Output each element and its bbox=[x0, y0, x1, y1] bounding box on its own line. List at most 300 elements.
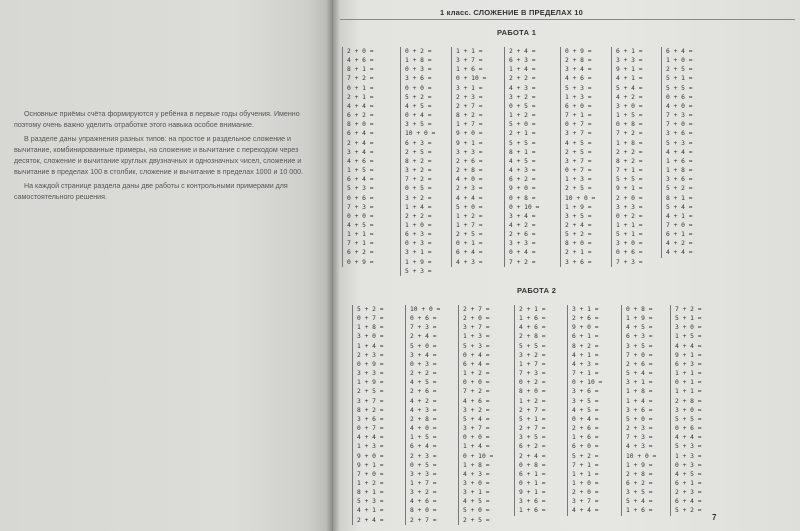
exercise-item: 1 + 6 = bbox=[572, 434, 599, 442]
exercise-item: 0 + 6 = bbox=[675, 425, 702, 433]
exercise-item: 3 + 2 = bbox=[463, 406, 490, 414]
exercise-item: 4 + 5 = bbox=[572, 406, 599, 414]
exercise-item: 2 + 7 = bbox=[463, 306, 490, 313]
work2-column-5 bbox=[567, 305, 602, 516]
exercise-item: 2 + 7 = bbox=[519, 406, 546, 414]
exercise-item: 7 + 1 = bbox=[572, 461, 599, 469]
exercise-item: 3 + 6 = bbox=[405, 75, 432, 83]
exercise-item: 2 + 2 = bbox=[405, 212, 432, 220]
exercise-item: 6 + 1 = bbox=[675, 479, 702, 487]
exercise-item: 4 + 6 = bbox=[347, 57, 374, 65]
exercise-item: 6 + 3 = bbox=[675, 360, 702, 368]
exercise-item: 8 + 0 = bbox=[519, 388, 546, 396]
exercise-item: 3 + 1 = bbox=[405, 249, 432, 257]
exercise-item: 4 + 5 = bbox=[675, 470, 702, 478]
exercise-item: 1 + 6 = bbox=[456, 66, 483, 74]
exercise-item: 0 + 3 = bbox=[405, 66, 432, 74]
exercise-item: 7 + 3 = bbox=[410, 324, 437, 332]
exercise-item: 7 + 1 = bbox=[572, 370, 599, 378]
exercise-item: 1 + 9 = bbox=[357, 379, 384, 387]
exercise-item: 8 + 0 = bbox=[347, 121, 374, 129]
exercise-item: 3 + 1 = bbox=[456, 84, 483, 92]
exercise-item: 0 + 9 = bbox=[357, 360, 384, 368]
exercise-item: 7 + 3 = bbox=[666, 112, 693, 120]
exercise-item: 4 + 6 = bbox=[565, 75, 592, 83]
exercise-item: 6 + 4 = bbox=[456, 249, 483, 257]
exercise-item: 0 + 6 = bbox=[616, 249, 643, 257]
exercise-item: 2 + 6 = bbox=[572, 315, 599, 323]
exercise-item: 1 + 2 = bbox=[357, 479, 384, 487]
exercise-item: 3 + 0 = bbox=[675, 324, 702, 332]
exercise-item: 1 + 5 = bbox=[616, 112, 643, 120]
exercise-item: 3 + 7 = bbox=[456, 57, 483, 65]
exercise-item: 0 + 9 = bbox=[347, 258, 374, 266]
exercise-item: 5 + 5 = bbox=[616, 176, 643, 184]
exercise-item: 2 + 2 = bbox=[509, 75, 536, 83]
exercise-item: 4 + 3 = bbox=[456, 258, 483, 266]
exercise-item: 2 + 3 = bbox=[675, 489, 702, 497]
exercise-item: 6 + 2 = bbox=[626, 479, 653, 487]
exercise-item: 7 + 0 = bbox=[666, 221, 693, 229]
exercise-item: 4 + 3 = bbox=[410, 406, 437, 414]
exercise-item: 7 + 1 = bbox=[616, 167, 643, 175]
exercise-item: 7 + 0 = bbox=[666, 121, 693, 129]
exercise-item: 2 + 7 = bbox=[456, 102, 483, 110]
exercise-item: 5 + 1 = bbox=[675, 315, 702, 323]
exercise-item: 1 + 8 = bbox=[463, 461, 490, 469]
exercise-item: 5 + 0 = bbox=[509, 121, 536, 129]
exercise-item: 5 + 2 = bbox=[565, 231, 592, 239]
exercise-item: 3 + 0 = bbox=[463, 479, 490, 487]
exercise-item: 1 + 4 = bbox=[626, 397, 653, 405]
exercise-item: 7 + 2 = bbox=[405, 176, 432, 184]
exercise-item: 2 + 4 = bbox=[565, 221, 592, 229]
exercise-item: 0 + 1 = bbox=[519, 479, 546, 487]
work1-title: РАБОТА 1 bbox=[497, 28, 537, 37]
exercise-item: 8 + 1 = bbox=[509, 148, 536, 156]
exercise-item: 5 + 5 = bbox=[675, 415, 702, 423]
exercise-item: 3 + 3 = bbox=[616, 203, 643, 211]
exercise-item: 10 + 0 = bbox=[565, 194, 596, 202]
exercise-item: 0 + 1 = bbox=[456, 240, 483, 248]
exercise-item: 6 + 1 = bbox=[519, 470, 546, 478]
exercise-item: 5 + 2 = bbox=[666, 185, 693, 193]
exercise-item: 9 + 0 = bbox=[509, 185, 536, 193]
exercise-item: 3 + 2 = bbox=[405, 194, 432, 202]
exercise-item: 2 + 2 = bbox=[616, 148, 643, 156]
exercise-item: 3 + 4 = bbox=[509, 212, 536, 220]
exercise-item: 1 + 3 = bbox=[565, 176, 592, 184]
exercise-item: 6 + 3 = bbox=[405, 139, 432, 147]
exercise-item: 1 + 6 = bbox=[626, 507, 653, 515]
exercise-item: 5 + 0 = bbox=[463, 507, 490, 515]
exercise-item: 3 + 0 = bbox=[675, 406, 702, 414]
exercise-item: 2 + 2 = bbox=[410, 370, 437, 378]
exercise-item: 1 + 9 = bbox=[405, 258, 432, 266]
work2-column-3 bbox=[458, 305, 493, 525]
exercise-item: 5 + 4 = bbox=[666, 203, 693, 211]
exercise-item: 2 + 5 = bbox=[565, 185, 592, 193]
exercise-item: 10 + 0 = bbox=[410, 306, 441, 313]
exercise-item: 1 + 9 = bbox=[565, 203, 592, 211]
intro-paragraph-1: Основные приёмы счёта формируются у ребёнка в первые годы обучения. Именно поэтому очень важно уделить отработке этого навыка особое внимание. bbox=[14, 110, 300, 129]
exercise-item: 2 + 0 = bbox=[616, 194, 643, 202]
exercise-item: 4 + 0 = bbox=[666, 102, 693, 110]
exercise-item: 2 + 3 = bbox=[456, 185, 483, 193]
exercise-item: 8 + 2 = bbox=[405, 157, 432, 165]
exercise-item: 0 + 6 = bbox=[666, 93, 693, 101]
exercise-item: 5 + 2 = bbox=[357, 306, 384, 313]
exercise-item: 1 + 8 = bbox=[357, 324, 384, 332]
exercise-item: 3 + 5 = bbox=[626, 342, 653, 350]
exercise-item: 2 + 4 = bbox=[347, 139, 374, 147]
exercise-item: 4 + 3 = bbox=[509, 167, 536, 175]
exercise-item: 8 + 1 = bbox=[347, 66, 374, 74]
exercise-item: 9 + 0 = bbox=[357, 452, 384, 460]
page-number: 7 bbox=[712, 513, 717, 522]
exercise-item: 1 + 6 = bbox=[519, 315, 546, 323]
exercise-item: 1 + 3 = bbox=[675, 452, 702, 460]
exercise-item: 1 + 2 = bbox=[456, 212, 483, 220]
exercise-item: 2 + 1 = bbox=[347, 93, 374, 101]
exercise-item: 1 + 8 = bbox=[405, 57, 432, 65]
exercise-item: 4 + 3 = bbox=[463, 470, 490, 478]
exercise-item: 0 + 7 = bbox=[565, 121, 592, 129]
exercise-item: 0 + 3 = bbox=[410, 360, 437, 368]
exercise-item: 4 + 3 = bbox=[509, 84, 536, 92]
exercise-item: 8 + 2 = bbox=[357, 406, 384, 414]
exercise-item: 9 + 1 = bbox=[616, 185, 643, 193]
exercise-item: 1 + 5 = bbox=[347, 167, 374, 175]
exercise-item: 2 + 8 = bbox=[675, 397, 702, 405]
exercise-item: 7 + 2 = bbox=[616, 130, 643, 138]
exercise-item: 1 + 1 = bbox=[616, 221, 643, 229]
exercise-item: 0 + 0 = bbox=[463, 434, 490, 442]
exercise-item: 2 + 6 = bbox=[410, 388, 437, 396]
work1-column-6 bbox=[611, 47, 643, 267]
exercise-item: 2 + 4 = bbox=[357, 516, 384, 524]
work2-column-1 bbox=[352, 305, 384, 525]
intro-paragraph-3: На каждой странице раздела даны две работы с контрольными примерами для самостоятельного решения. bbox=[14, 182, 288, 201]
exercise-item: 2 + 3 = bbox=[456, 93, 483, 101]
exercise-item: 5 + 3 = bbox=[347, 185, 374, 193]
exercise-item: 1 + 1 = bbox=[675, 388, 702, 396]
exercise-item: 1 + 3 = bbox=[463, 333, 490, 341]
exercise-item: 3 + 0 = bbox=[616, 102, 643, 110]
exercise-item: 7 + 3 = bbox=[616, 258, 643, 266]
exercise-item: 9 + 1 = bbox=[616, 66, 643, 74]
exercise-item: 2 + 3 = bbox=[410, 452, 437, 460]
exercise-item: 5 + 3 = bbox=[675, 443, 702, 451]
exercise-item: 2 + 7 = bbox=[410, 516, 437, 524]
exercise-item: 5 + 3 = bbox=[666, 139, 693, 147]
exercise-item: 6 + 1 = bbox=[616, 48, 643, 55]
exercise-item: 3 + 0 = bbox=[616, 240, 643, 248]
exercise-item: 4 + 1 = bbox=[616, 75, 643, 83]
exercise-item: 5 + 3 = bbox=[357, 498, 384, 506]
exercise-item: 0 + 3 = bbox=[675, 461, 702, 469]
exercise-item: 6 + 4 = bbox=[347, 130, 374, 138]
exercise-item: 3 + 3 = bbox=[357, 370, 384, 378]
exercise-item: 1 + 6 = bbox=[666, 157, 693, 165]
exercise-item: 0 + 5 = bbox=[405, 185, 432, 193]
exercise-item: 1 + 4 = bbox=[509, 66, 536, 74]
work2-column-7 bbox=[670, 305, 702, 516]
exercise-item: 2 + 6 = bbox=[572, 425, 599, 433]
exercise-item: 7 + 0 = bbox=[357, 470, 384, 478]
exercise-item: 3 + 6 = bbox=[666, 176, 693, 184]
exercise-item: 0 + 0 = bbox=[347, 212, 374, 220]
exercise-item: 2 + 8 = bbox=[519, 333, 546, 341]
exercise-item: 3 + 5 = bbox=[405, 121, 432, 129]
exercise-item: 1 + 7 = bbox=[519, 360, 546, 368]
exercise-item: 3 + 4 = bbox=[410, 351, 437, 359]
exercise-item: 3 + 4 = bbox=[565, 66, 592, 74]
exercise-item: 0 + 0 = bbox=[405, 84, 432, 92]
exercise-item: 1 + 0 = bbox=[405, 221, 432, 229]
exercise-item: 4 + 2 = bbox=[616, 93, 643, 101]
exercise-item: 2 + 5 = bbox=[463, 516, 490, 524]
exercise-item: 3 + 6 = bbox=[626, 406, 653, 414]
exercise-item: 2 + 4 = bbox=[509, 48, 536, 55]
exercise-item: 8 + 0 = bbox=[565, 240, 592, 248]
exercise-item: 7 + 1 = bbox=[347, 240, 374, 248]
exercise-item: 1 + 1 = bbox=[347, 231, 374, 239]
exercise-item: 2 + 5 = bbox=[666, 66, 693, 74]
exercise-item: 9 + 0 = bbox=[456, 130, 483, 138]
exercise-item: 3 + 5 = bbox=[519, 434, 546, 442]
exercise-item: 7 + 3 = bbox=[519, 370, 546, 378]
exercise-item: 5 + 4 = bbox=[626, 498, 653, 506]
exercise-item: 6 + 2 = bbox=[347, 112, 374, 120]
exercise-item: 5 + 0 = bbox=[456, 203, 483, 211]
exercise-item: 4 + 5 = bbox=[410, 379, 437, 387]
exercise-item: 1 + 8 = bbox=[666, 167, 693, 175]
exercise-item: 5 + 5 = bbox=[509, 139, 536, 147]
exercise-item: 3 + 5 = bbox=[565, 212, 592, 220]
exercise-item: 4 + 2 = bbox=[509, 221, 536, 229]
exercise-item: 3 + 3 = bbox=[509, 240, 536, 248]
exercise-item: 6 + 2 = bbox=[519, 443, 546, 451]
exercise-item: 7 + 2 = bbox=[347, 75, 374, 83]
exercise-item: 4 + 3 = bbox=[626, 443, 653, 451]
work2-title: РАБОТА 2 bbox=[517, 286, 557, 295]
exercise-item: 4 + 4 = bbox=[666, 148, 693, 156]
exercise-item: 3 + 7 = bbox=[463, 425, 490, 433]
exercise-item: 1 + 8 = bbox=[626, 388, 653, 396]
exercise-item: 2 + 4 = bbox=[410, 333, 437, 341]
exercise-item: 7 + 2 = bbox=[509, 258, 536, 266]
exercise-item: 1 + 7 = bbox=[456, 221, 483, 229]
exercise-item: 4 + 0 = bbox=[456, 176, 483, 184]
exercise-item: 4 + 4 = bbox=[456, 194, 483, 202]
exercise-item: 1 + 1 = bbox=[675, 370, 702, 378]
exercise-item: 0 + 8 = bbox=[519, 461, 546, 469]
exercise-item: 0 + 4 = bbox=[509, 249, 536, 257]
exercise-item: 5 + 2 = bbox=[675, 507, 702, 515]
exercise-item: 1 + 8 = bbox=[616, 139, 643, 147]
exercise-item: 3 + 7 = bbox=[572, 498, 599, 506]
exercise-item: 4 + 5 = bbox=[347, 221, 374, 229]
exercise-item: 0 + 3 = bbox=[405, 240, 432, 248]
exercise-item: 2 + 8 = bbox=[626, 470, 653, 478]
exercise-item: 5 + 1 = bbox=[519, 415, 546, 423]
exercise-item: 4 + 5 = bbox=[405, 102, 432, 110]
exercise-item: 4 + 1 = bbox=[357, 507, 384, 515]
exercise-item: 4 + 4 = bbox=[572, 507, 599, 515]
exercise-item: 0 + 4 = bbox=[463, 351, 490, 359]
work2-column-2 bbox=[405, 305, 440, 525]
work1-column-5 bbox=[560, 47, 595, 267]
exercise-item: 3 + 1 = bbox=[626, 379, 653, 387]
exercise-item: 6 + 3 = bbox=[405, 231, 432, 239]
exercise-item: 0 + 10 = bbox=[572, 379, 603, 387]
exercise-item: 1 + 2 = bbox=[519, 397, 546, 405]
exercise-item: 4 + 4 = bbox=[675, 342, 702, 350]
exercise-item: 5 + 4 = bbox=[626, 370, 653, 378]
exercise-item: 4 + 0 = bbox=[410, 425, 437, 433]
exercise-item: 5 + 0 = bbox=[626, 415, 653, 423]
exercise-item: 3 + 0 = bbox=[357, 333, 384, 341]
exercise-item: 3 + 7 = bbox=[565, 130, 592, 138]
exercise-item: 1 + 3 = bbox=[357, 443, 384, 451]
exercise-item: 2 + 1 = bbox=[509, 130, 536, 138]
header-divider bbox=[340, 19, 795, 20]
page-header: 1 класс. СЛОЖЕНИЕ В ПРЕДЕЛАХ 10 bbox=[440, 8, 583, 17]
exercise-item: 3 + 1 = bbox=[572, 306, 599, 313]
work1-column-2 bbox=[400, 47, 435, 276]
exercise-item: 0 + 10 = bbox=[456, 75, 487, 83]
exercise-item: 7 + 3 = bbox=[347, 203, 374, 211]
exercise-item: 5 + 1 = bbox=[666, 75, 693, 83]
exercise-item: 5 + 3 = bbox=[405, 267, 432, 275]
intro-text bbox=[14, 109, 326, 206]
exercise-item: 8 + 1 = bbox=[357, 489, 384, 497]
exercise-item: 4 + 1 = bbox=[572, 351, 599, 359]
exercise-item: 7 + 1 = bbox=[565, 112, 592, 120]
exercise-item: 1 + 7 = bbox=[456, 121, 483, 129]
intro-paragraph-2: В разделе даны упражнения разных типов: на простое и раздельное сложение и вычитание, комбинированные примеры, на сложение и вычитание с переходом через десяток, сложение и вычитание круглых двузначных и однозначных чисел, сложение и вычитание в пределах 100 в столбик, сложение и вычитание в пределах 1000 и 10 000. bbox=[14, 135, 304, 176]
exercise-item: 6 + 4 = bbox=[666, 48, 693, 55]
exercise-item: 5 + 4 = bbox=[616, 84, 643, 92]
exercise-item: 4 + 4 = bbox=[666, 249, 693, 257]
exercise-item: 9 + 1 = bbox=[357, 461, 384, 469]
exercise-item: 4 + 4 = bbox=[357, 434, 384, 442]
exercise-item: 0 + 6 = bbox=[347, 194, 374, 202]
work1-column-4 bbox=[504, 47, 539, 267]
work1-column-3 bbox=[451, 47, 486, 267]
exercise-item: 4 + 2 = bbox=[410, 397, 437, 405]
exercise-item: 2 + 6 = bbox=[626, 360, 653, 368]
exercise-item: 2 + 3 = bbox=[626, 425, 653, 433]
exercise-item: 5 + 0 = bbox=[410, 342, 437, 350]
exercise-item: 3 + 6 = bbox=[565, 258, 592, 266]
exercise-item: 0 + 0 = bbox=[463, 379, 490, 387]
exercise-item: 3 + 2 = bbox=[519, 351, 546, 359]
exercise-item: 0 + 5 = bbox=[509, 102, 536, 110]
exercise-item: 3 + 3 = bbox=[616, 57, 643, 65]
exercise-item: 3 + 3 = bbox=[456, 148, 483, 156]
exercise-item: 0 + 4 = bbox=[405, 112, 432, 120]
exercise-item: 4 + 5 = bbox=[463, 498, 490, 506]
exercise-item: 5 + 3 = bbox=[463, 342, 490, 350]
exercise-item: 5 + 2 = bbox=[405, 93, 432, 101]
exercise-item: 2 + 4 = bbox=[519, 452, 546, 460]
exercise-item: 0 + 8 = bbox=[626, 306, 653, 313]
exercise-item: 6 + 0 = bbox=[572, 443, 599, 451]
exercise-item: 5 + 5 = bbox=[519, 342, 546, 350]
exercise-item: 3 + 1 = bbox=[463, 489, 490, 497]
work2-column-4 bbox=[514, 305, 546, 516]
exercise-item: 6 + 4 = bbox=[347, 176, 374, 184]
exercise-item: 2 + 1 = bbox=[519, 306, 546, 313]
exercise-item: 3 + 2 = bbox=[410, 489, 437, 497]
exercise-item: 2 + 0 = bbox=[463, 315, 490, 323]
exercise-item: 5 + 2 = bbox=[572, 452, 599, 460]
exercise-item: 2 + 8 = bbox=[456, 167, 483, 175]
exercise-item: 2 + 3 = bbox=[357, 351, 384, 359]
exercise-item: 8 + 2 = bbox=[616, 157, 643, 165]
exercise-item: 1 + 6 = bbox=[519, 507, 546, 515]
work2-column-6 bbox=[621, 305, 656, 516]
exercise-item: 0 + 4 = bbox=[572, 415, 599, 423]
exercise-item: 2 + 1 = bbox=[565, 249, 592, 257]
exercise-item: 4 + 3 = bbox=[572, 360, 599, 368]
exercise-item: 4 + 1 = bbox=[666, 212, 693, 220]
exercise-item: 6 + 1 = bbox=[572, 333, 599, 341]
exercise-item: 0 + 1 = bbox=[675, 379, 702, 387]
exercise-item: 10 + 0 = bbox=[405, 130, 436, 138]
exercise-item: 7 + 2 = bbox=[675, 306, 702, 313]
exercise-item: 2 + 5 = bbox=[405, 148, 432, 156]
work1-column-1 bbox=[342, 47, 374, 267]
exercise-item: 4 + 4 = bbox=[347, 102, 374, 110]
exercise-item: 0 + 7 = bbox=[357, 315, 384, 323]
exercise-item: 6 + 3 = bbox=[509, 57, 536, 65]
exercise-item: 4 + 6 = bbox=[347, 157, 374, 165]
exercise-item: 3 + 2 = bbox=[405, 167, 432, 175]
exercise-item: 3 + 4 = bbox=[347, 148, 374, 156]
exercise-item: 2 + 0 = bbox=[347, 48, 374, 55]
exercise-item: 4 + 2 = bbox=[666, 240, 693, 248]
exercise-item: 6 + 4 = bbox=[675, 498, 702, 506]
exercise-item: 2 + 6 = bbox=[509, 231, 536, 239]
exercise-item: 0 + 8 = bbox=[616, 121, 643, 129]
exercise-item: 3 + 6 = bbox=[357, 415, 384, 423]
exercise-item: 1 + 9 = bbox=[626, 315, 653, 323]
exercise-item: 9 + 0 = bbox=[572, 324, 599, 332]
exercise-item: 3 + 6 = bbox=[519, 498, 546, 506]
exercise-item: 0 + 2 = bbox=[519, 379, 546, 387]
exercise-item: 1 + 2 = bbox=[509, 112, 536, 120]
left-page bbox=[0, 0, 333, 531]
exercise-item: 0 + 1 = bbox=[347, 84, 374, 92]
exercise-item: 0 + 10 = bbox=[463, 452, 494, 460]
exercise-item: 6 + 2 = bbox=[347, 249, 374, 257]
exercise-item: 1 + 2 = bbox=[463, 370, 490, 378]
exercise-item: 6 + 0 = bbox=[565, 102, 592, 110]
exercise-item: 6 + 1 = bbox=[666, 231, 693, 239]
exercise-item: 6 + 2 = bbox=[509, 176, 536, 184]
exercise-item: 4 + 5 = bbox=[509, 157, 536, 165]
exercise-item: 3 + 7 = bbox=[565, 157, 592, 165]
exercise-item: 1 + 5 = bbox=[675, 333, 702, 341]
exercise-item: 8 + 2 = bbox=[456, 112, 483, 120]
exercise-item: 2 + 5 = bbox=[456, 231, 483, 239]
exercise-item: 8 + 1 = bbox=[666, 194, 693, 202]
exercise-item: 0 + 6 = bbox=[410, 315, 437, 323]
exercise-item: 1 + 4 = bbox=[405, 203, 432, 211]
